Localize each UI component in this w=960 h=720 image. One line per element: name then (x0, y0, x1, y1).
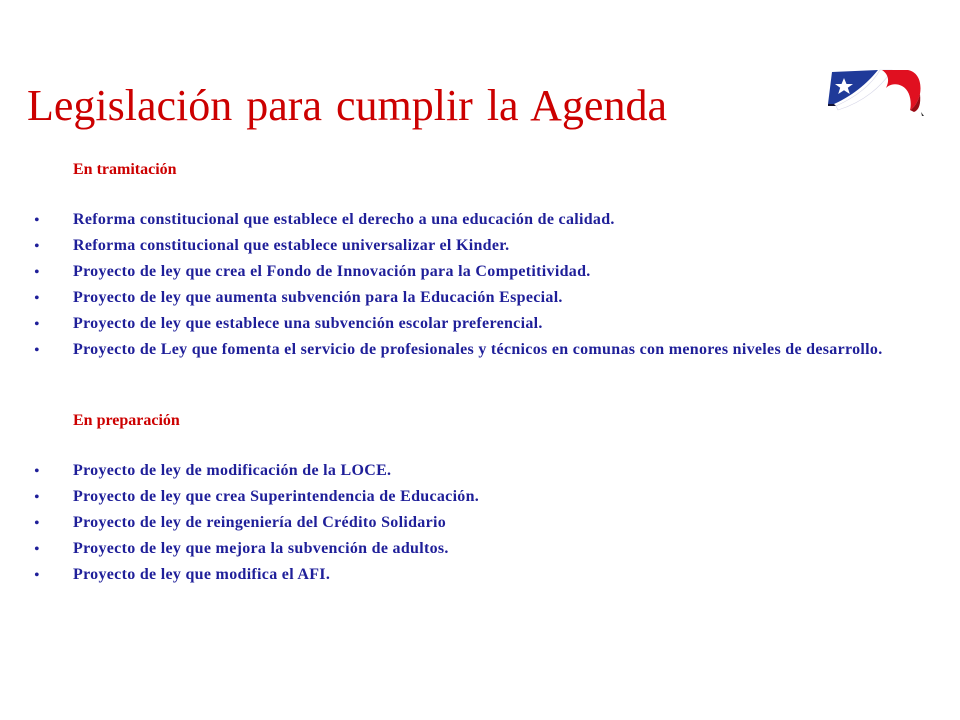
bullet-icon: • (34, 489, 40, 506)
flag-tail-mark (921, 112, 924, 116)
list-item (34, 488, 934, 507)
bullet-icon: • (34, 212, 40, 229)
bullet-icon: • (34, 515, 40, 532)
list-item (34, 211, 934, 230)
list-item-text: Proyecto de ley que aumenta subvención para la Educación Especial. (73, 289, 563, 306)
list-item-text: Proyecto de ley que establece una subvención escolar preferencial. (73, 315, 543, 332)
list-item-text: Reforma constitucional que establece universalizar el Kinder. (73, 237, 510, 254)
list-item (34, 514, 934, 533)
list-item (34, 341, 934, 360)
list-item (34, 263, 934, 282)
list-item-text: Proyecto de ley que mejora la subvención de adultos. (73, 540, 449, 557)
list-item-text: Proyecto de ley de reingeniería del Crédito Solidario (73, 514, 447, 531)
list-item-text: Reforma constitucional que establece el derecho a una educación de calidad. (73, 211, 615, 228)
tramitacion-list (34, 211, 934, 367)
list-item-text: Proyecto de Ley que fomenta el servicio de profesionales y técnicos en comunas con menores niveles de desarrollo. (73, 341, 883, 358)
section-heading-tramitacion: En tramitación (73, 161, 177, 178)
section-heading-preparacion: En preparación (73, 412, 180, 429)
list-item (34, 462, 934, 481)
bullet-icon: • (34, 264, 40, 281)
flag-red-curl (882, 70, 921, 110)
bullet-icon: • (34, 238, 40, 255)
bullet-icon: • (34, 316, 40, 333)
bullet-icon: • (34, 541, 40, 558)
bullet-icon: • (34, 463, 40, 480)
list-item (34, 315, 934, 334)
list-item-text: Proyecto de ley de modificación de la LOCE. (73, 462, 392, 479)
list-item-text: Proyecto de ley que crea Superintendencia de Educación. (73, 488, 480, 505)
preparacion-list (34, 462, 934, 592)
list-item (34, 237, 934, 256)
list-item-text: Proyecto de ley que modifica el AFI. (73, 566, 331, 583)
bullet-icon: • (34, 567, 40, 584)
bullet-icon: • (34, 290, 40, 307)
list-item (34, 540, 934, 559)
slide-title: Legislación para cumplir la Agenda (27, 81, 667, 130)
chile-flag-ribbon-logo (826, 66, 926, 120)
bullet-icon: • (34, 342, 40, 359)
flag-shadow-edge (828, 104, 836, 106)
list-item (34, 566, 934, 585)
list-item-text: Proyecto de ley que crea el Fondo de Innovación para la Competitividad. (73, 263, 591, 280)
list-item (34, 289, 934, 308)
